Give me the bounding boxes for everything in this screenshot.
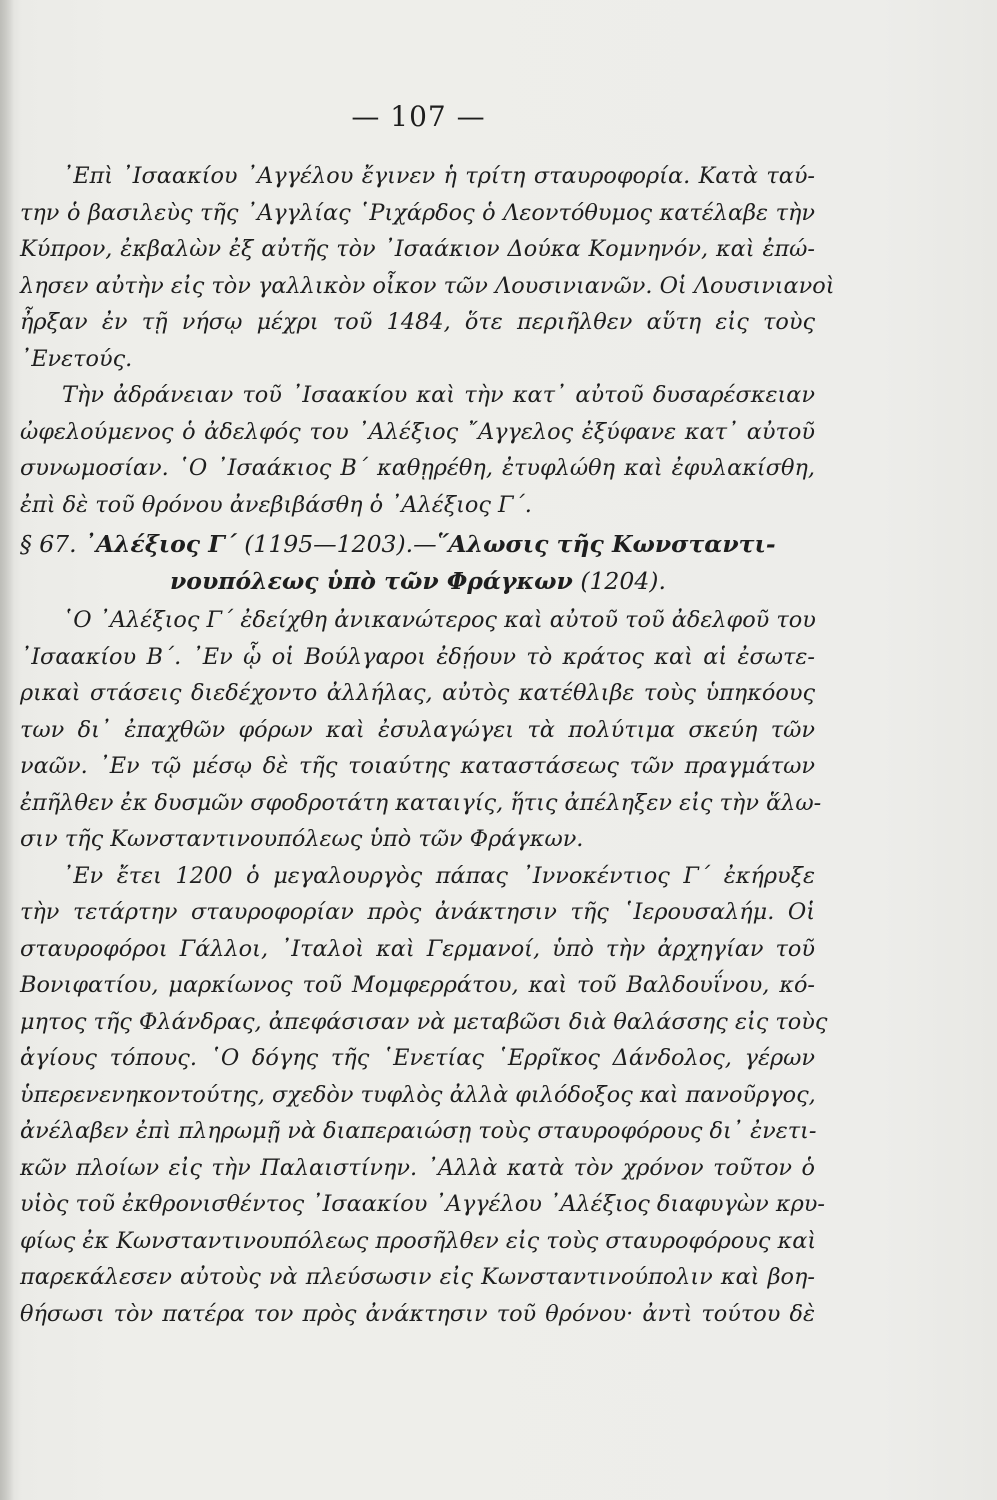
text-line: σιν τῆς Κωνσταντινουπόλεως ὑπὸ τῶν Φράγκων. — [20, 826, 584, 852]
text-line: ἁγίους τόπους. ῾Ο δόγης τῆς ῾Ενετίας ῾Ερρῖκος Δάνδολος, γέρων — [20, 1045, 815, 1071]
text-line: Κύπρον, ἐκβαλὼν ἐξ αὐτῆς τὸν ᾿Ισαάκιον Δούκα Κομνηνόν, καὶ ἐπώ- — [20, 236, 815, 262]
text-line: υἱὸς τοῦ ἐκθρονισθέντος ᾿Ισαακίου ᾿Αγγέλου ᾿Αλέξιος διαφυγὼν κρυ- — [20, 1191, 825, 1217]
text-line: ᾿Ισαακίου Β΄. ᾿Εν ᾧ οἱ Βούλγαροι ἐδῄουν τὸ κράτος καὶ αἱ ἐσωτε- — [20, 643, 815, 670]
binding-shadow — [0, 0, 14, 1500]
section-heading-continued — [20, 563, 815, 600]
section-title: ᾿Αλέξιος Γ΄ — [84, 530, 237, 558]
body-text — [20, 158, 835, 1332]
text-line: ἐπὶ δὲ τοῦ θρόνου ἀνεβιβάσθη ὁ ᾿Αλέξιος Γ΄. — [20, 491, 532, 518]
text-line: ὑπερενενηκοντούτης, σχεδὸν τυφλὸς ἀλλὰ φιλόδοξος καὶ πανοῦργος, — [20, 1081, 816, 1108]
section-number: § 67. — [20, 530, 77, 558]
section-subtitle-2: νουπόλεως ὑπὸ τῶν Φράγκων — [170, 566, 573, 595]
text-line: την ὁ βασιλεὺς τῆς ᾿Αγγλίας ῾Ριχάρδος ὁ Λεοντόθυμος κατέλαβε τὴν — [20, 199, 815, 226]
text-line: Τὴν ἀδράνειαν τοῦ ᾿Ισαακίου καὶ τὴν κατ᾿ αὐτοῦ δυσαρέσκειαν — [62, 382, 815, 408]
section-subtitle-1: ῞Αλωσις τῆς Κωνσταντι- — [436, 530, 776, 558]
text-line: παρεκάλεσεν αὐτοὺς νὰ πλεύσωσιν εἰς Κωνσταντινούπολιν καὶ βοη- — [20, 1264, 815, 1290]
text-line: τὴν τετάρτην σταυροφορίαν πρὸς ἀνάκτησιν τῆς ῾Ιερουσαλήμ. Οἱ — [20, 899, 815, 925]
text-line: σταυροφόροι Γάλλοι, ᾿Ιταλοὶ καὶ Γερμανοί, ὑπὸ τὴν ἀρχηγίαν τοῦ — [20, 935, 815, 962]
text-line: ῾Ο ᾿Αλέξιος Γ΄ ἐδείχθη ἀνικανώτερος καὶ αὐτοῦ τοῦ ἀδελφοῦ του — [62, 607, 816, 633]
text-line: ὠφελούμενος ὁ ἀδελφός του ᾿Αλέξιος ῎Αγγελος ἐξύφανε κατ᾿ αὐτοῦ — [20, 418, 815, 445]
text-line: λησεν αὐτὴν εἰς τὸν γαλλικὸν οἶκον τῶν Λουσινιανῶν. Οἱ Λουσινιανοὶ — [20, 272, 835, 299]
text-line: ναῶν. ᾿Εν τῷ μέσῳ δὲ τῆς τοιαύτης καταστάσεως τῶν πραγμάτων — [20, 753, 815, 779]
section-heading — [20, 526, 815, 563]
text-line: ᾿Επὶ ᾿Ισαακίου ᾿Αγγέλου ἔγινεν ἡ τρίτη σταυροφορία. Κατὰ ταύ- — [62, 163, 815, 189]
section-subtitle-date: (1204). — [580, 566, 666, 595]
text-line: ἐπῆλθεν ἐκ δυσμῶν σφοδροτάτη καταιγίς, ἥτις ἀπέληξεν εἰς τὴν ἅλω- — [20, 789, 822, 816]
text-line: φίως ἐκ Κωνσταντινουπόλεως προσῆλθεν εἰς τοὺς σταυροφόρους καὶ — [20, 1227, 817, 1254]
text-line: ἦρξαν ἐν τῇ νήσῳ μέχρι τοῦ 1484, ὅτε περιῆλθεν αὕτη εἰς τοὺς — [20, 309, 815, 335]
text-line: κῶν πλοίων εἰς τὴν Παλαιστίνην. ᾿Αλλὰ κατὰ τὸν χρόνον τοῦτον ὁ — [20, 1154, 815, 1181]
text-line: ρικαὶ στάσεις διεδέχοντο ἀλλήλας, αὐτὸς κατέθλιβε τοὺς ὑπηκόους — [20, 680, 815, 706]
text-line: των δι᾿ ἐπαχθῶν φόρων καὶ ἐσυλαγώγει τὰ πολύτιμα σκεύη τῶν — [20, 716, 815, 743]
text-line: Βονιφατίου, μαρκίωνος τοῦ Μομφερράτου, καὶ τοῦ Βαλδουΐνου, κό- — [20, 972, 815, 998]
section-dates: (1195—1203).— — [244, 530, 437, 558]
page-number: — 107 — — [351, 100, 486, 133]
text-line: συνωμοσίαν. ῾Ο ᾿Ισαάκιος Β΄ καθῃρέθη, ἐτυφλώθη καὶ ἐφυλακίσθη, — [20, 455, 815, 481]
text-line: ᾿Εν ἔτει 1200 ὁ μεγαλουργὸς πάπας ᾿Ιννοκέντιος Γ΄ ἐκήρυξε — [62, 862, 815, 889]
text-line: ᾿Ενετούς. — [20, 345, 133, 372]
text-line: μητος τῆς Φλάνδρας, ἀπεφάσισαν νὰ μεταβῶσι διὰ θαλάσσης εἰς τοὺς — [20, 1008, 828, 1035]
text-line: θήσωσι τὸν πατέρα τον πρὸς ἀνάκτησιν τοῦ θρόνου· ἀντὶ τούτου δὲ — [20, 1300, 815, 1327]
text-line: ἀνέλαβεν ἐπὶ πληρωμῇ νὰ διαπεραιώσῃ τοὺς σταυροφόρους δι᾿ ἐνετι- — [20, 1118, 817, 1144]
